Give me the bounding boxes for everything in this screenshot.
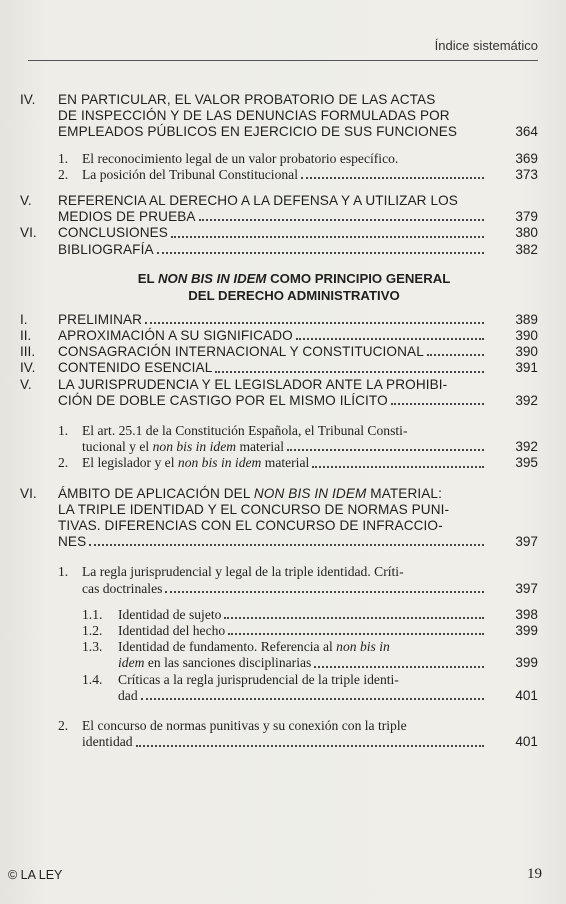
toc-entry-v-2 xyxy=(20,455,538,471)
entry-page: 382 xyxy=(515,241,538,257)
entry-title-text: El legislador y el xyxy=(82,455,178,471)
entry-title: PRELIMINAR xyxy=(58,311,143,327)
toc-entry-vi-1-2 xyxy=(20,623,538,639)
section-title-italic: NON BIS IN IDEM xyxy=(157,270,267,286)
toc-entry-vi xyxy=(20,225,538,241)
entry-title-line: CIÓN DE DOBLE CASTIGO POR EL MISMO ILÍCITO xyxy=(58,392,388,408)
toc-entry-ambito xyxy=(20,486,538,551)
entry-title-italic: non bis in idem xyxy=(152,439,237,455)
entry-title-italic: non bis in idem xyxy=(177,455,262,471)
entry-title: La posición del Tribunal Constitucional xyxy=(82,166,298,182)
section-title-pre: EL xyxy=(137,270,158,286)
section-title-line2: DEL DERECHO ADMINISTRATIVO xyxy=(188,287,400,303)
entry-title-italic: non bis in xyxy=(336,639,390,655)
entry-title-text: material xyxy=(236,439,284,455)
entry-title-line: EMPLEADOS PÚBLICOS EN EJERCICIO DE SUS FUNCIONES xyxy=(58,124,458,140)
dot-leader xyxy=(312,466,484,468)
entry-title-line: REFERENCIA AL DERECHO A LA DEFENSA Y A UTILIZAR LOS xyxy=(58,193,458,209)
entry-number: 2. xyxy=(58,455,69,471)
dot-leader xyxy=(145,322,484,324)
toc-entry-iv xyxy=(20,92,538,141)
entry-title-text: material xyxy=(261,455,310,471)
toc-entry-vi-1-3 xyxy=(20,639,538,671)
publisher-mark: © LA LEY xyxy=(8,868,63,882)
entry-number: 1.3. xyxy=(82,639,103,655)
entry-title-text: en las sanciones disciplinarias xyxy=(144,655,312,671)
entry-number: IV. xyxy=(20,360,36,376)
toc-entry-contenido xyxy=(20,360,538,376)
entry-title-text: Identidad de fundamento. Referencia al xyxy=(118,639,337,655)
entry-title-text: MATERIAL: xyxy=(366,485,442,501)
entry-title-line: TIVAS. DIFERENCIAS CON EL CONCURSO DE INFRACCIO- xyxy=(58,518,443,534)
entry-page: 390 xyxy=(515,344,538,360)
entry-number: 1. xyxy=(58,423,69,439)
entry-title: CONCLUSIONES xyxy=(58,225,168,241)
page-number: 19 xyxy=(527,866,542,882)
entry-page: 392 xyxy=(515,392,538,408)
toc-entry-jurisprudencia xyxy=(20,377,538,409)
entry-title-line: LA JURISPRUDENCIA Y EL LEGISLADOR ANTE LA PROHIBI- xyxy=(58,376,448,392)
entry-page: 397 xyxy=(515,534,538,550)
entry-title: CONTENIDO ESENCIAL xyxy=(58,360,213,376)
entry-title-text: ÁMBITO DE APLICACIÓN DEL xyxy=(58,485,254,501)
entry-page: 391 xyxy=(515,360,538,376)
entry-number: 1.2. xyxy=(82,623,103,639)
entry-number: V. xyxy=(20,193,32,209)
toc-entry-iv-1 xyxy=(20,151,538,167)
toc-entry-bibliografia xyxy=(20,242,538,258)
entry-title-line: EN PARTICULAR, EL VALOR PROBATORIO DE LAS ACTAS xyxy=(58,92,436,107)
entry-title-line: DE INSPECCIÓN Y DE LAS DENUNCIAS FORMULADAS POR xyxy=(58,108,450,124)
header-rule xyxy=(28,60,538,61)
dot-leader xyxy=(391,403,484,405)
dot-leader xyxy=(224,617,484,619)
entry-number: 1. xyxy=(58,150,69,166)
entry-page: 379 xyxy=(515,209,538,225)
toc-entry-preliminar xyxy=(20,312,538,328)
dot-leader xyxy=(141,698,484,700)
entry-page: 380 xyxy=(515,225,538,241)
toc-entry-consagracion xyxy=(20,344,538,360)
entry-title-line: La regla jurisprudencial y legal de la triple identidad. Críti- xyxy=(82,564,404,580)
dot-leader xyxy=(89,544,484,546)
entry-page: 373 xyxy=(515,166,538,182)
dot-leader xyxy=(314,666,484,668)
entry-number: II. xyxy=(20,328,32,344)
entry-number: III. xyxy=(20,344,36,360)
toc-entry-vi-1-4 xyxy=(20,672,538,704)
toc-entry-v xyxy=(20,193,538,225)
entry-title-line: El concurso de normas punitivas y su conexión con la triple xyxy=(82,718,407,734)
entry-title-italic: idem xyxy=(118,655,145,671)
entry-page: 399 xyxy=(515,655,538,671)
entry-page: 369 xyxy=(515,150,538,166)
entry-page: 401 xyxy=(515,687,538,703)
entry-page: 401 xyxy=(515,734,538,750)
entry-number: VI. xyxy=(20,485,37,501)
entry-page: 392 xyxy=(515,439,538,455)
entry-number: V. xyxy=(20,376,32,392)
section-title xyxy=(50,270,538,304)
entry-page: 390 xyxy=(515,328,538,344)
dot-leader xyxy=(296,338,484,340)
table-of-contents xyxy=(20,92,538,751)
entry-title-line: cas doctrinales xyxy=(82,580,163,596)
toc-entry-aproximacion xyxy=(20,328,538,344)
entry-title-line: LA TRIPLE IDENTIDAD Y EL CONCURSO DE NORMAS PUNI- xyxy=(58,501,450,517)
entry-title-line: El art. 25.1 de la Constitución Española, el Tribunal Consti- xyxy=(82,423,408,439)
entry-page: 395 xyxy=(515,455,538,471)
dot-leader xyxy=(157,252,484,254)
dot-leader xyxy=(287,449,484,451)
dot-leader xyxy=(171,236,484,238)
toc-entry-vi-2 xyxy=(20,718,538,750)
entry-number: 1.4. xyxy=(82,671,103,687)
entry-number: I. xyxy=(20,311,28,327)
dot-leader xyxy=(136,745,484,747)
entry-title: El reconocimiento legal de un valor probatorio específico. xyxy=(82,150,399,166)
entry-number: 1. xyxy=(58,564,69,580)
dot-leader xyxy=(199,219,484,221)
dot-leader xyxy=(301,177,484,179)
entry-number: VI. xyxy=(20,225,37,241)
toc-entry-vi-1-1 xyxy=(20,607,538,623)
section-title-post: COMO PRINCIPIO GENERAL xyxy=(266,270,451,286)
toc-entry-iv-2 xyxy=(20,167,538,183)
entry-title-line: identidad xyxy=(82,734,133,750)
toc-entry-v-1 xyxy=(20,423,538,455)
entry-page: 397 xyxy=(515,580,538,596)
entry-number: IV. xyxy=(20,92,36,107)
entry-number: 2. xyxy=(58,718,69,734)
entry-title-italic: NON BIS IN IDEM xyxy=(253,485,367,501)
dot-leader xyxy=(228,633,484,635)
entry-title: APROXIMACIÓN A SU SIGNIFICADO xyxy=(58,328,293,344)
dot-leader xyxy=(215,371,484,373)
entry-title-text: tucional y el xyxy=(82,439,153,455)
entry-page: 398 xyxy=(515,606,538,622)
entry-title: CONSAGRACIÓN INTERNACIONAL Y CONSTITUCIONAL xyxy=(58,344,424,360)
running-head: Índice sistemático xyxy=(434,38,538,53)
dot-leader xyxy=(427,354,484,356)
entry-title: BIBLIOGRAFÍA xyxy=(58,241,154,257)
entry-title-line: MEDIOS DE PRUEBA xyxy=(58,209,196,225)
entry-number: 1.1. xyxy=(82,606,103,622)
entry-page: 399 xyxy=(515,623,538,639)
entry-title: Identidad del hecho xyxy=(118,623,226,639)
dot-leader xyxy=(165,591,484,593)
toc-entry-vi-1 xyxy=(20,564,538,596)
entry-number: 2. xyxy=(58,166,69,182)
entry-page: 364 xyxy=(515,124,538,140)
entry-title-line: Críticas a la regla jurisprudencial de la triple identi- xyxy=(118,671,399,687)
entry-title-line: NES xyxy=(58,534,87,550)
entry-title: Identidad de sujeto xyxy=(118,606,222,622)
entry-page: 389 xyxy=(515,311,538,327)
entry-title-line: dad xyxy=(118,687,138,703)
